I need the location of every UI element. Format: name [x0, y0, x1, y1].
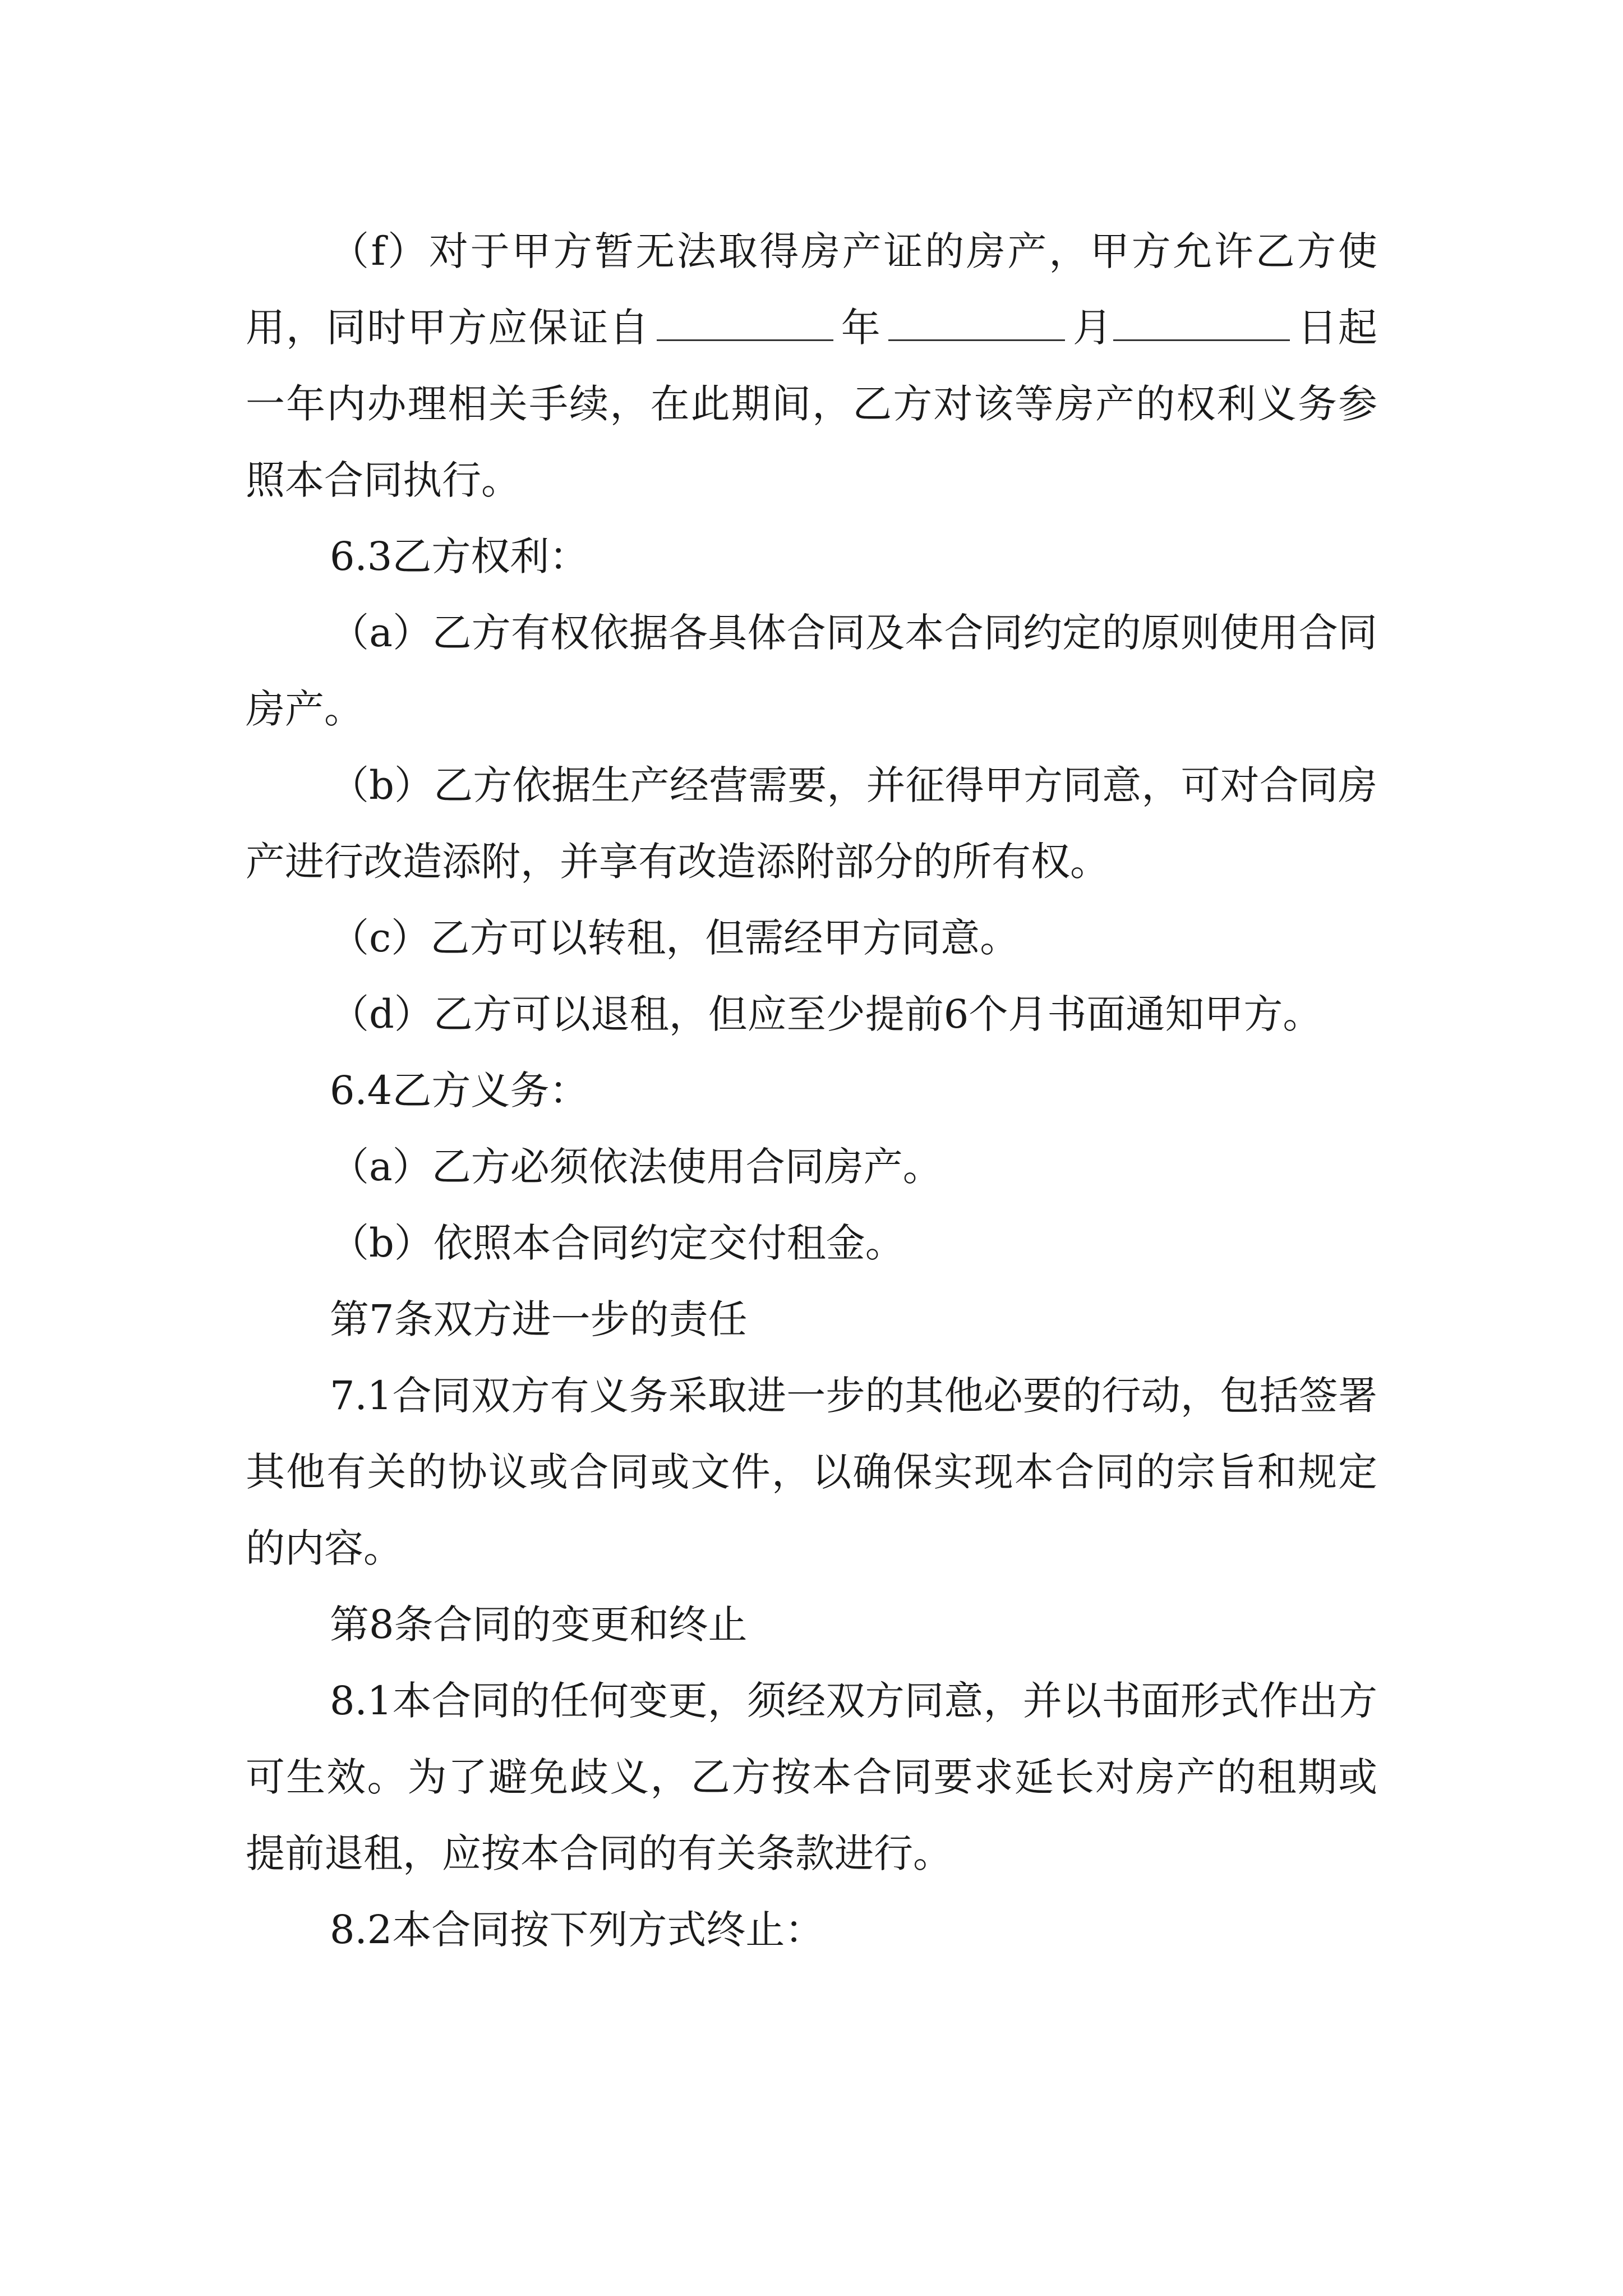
paragraph-6-3-a: （a）乙方有权依据各具体合同及本合同约定的原则使用合同房产。 [246, 610, 1377, 732]
label-month: 月 [1071, 305, 1113, 351]
paragraph-6-3-c: （c）乙方可以转租，但需经甲方同意。 [330, 915, 1020, 961]
paragraph-8-1: 8.1本合同的任何变更，须经双方同意，并以书面形式作出方可生效。为了避免歧义，乙方按本合同要求延长对房产的租期或提前退租，应按本合同的有关条款进行。 [246, 1678, 1377, 1876]
paragraph-6-3: 6.3乙方权利： [330, 533, 589, 579]
heading-article-7: 第7条双方进一步的责任 [330, 1296, 748, 1342]
paragraph-6-3-b: （b）乙方依据生产经营需要，并征得甲方同意，可对合同房产进行改造添附，并享有改造添附部分的所有权。 [246, 762, 1377, 885]
blank-year [657, 306, 833, 341]
label-year: 年 [840, 305, 882, 351]
clause-f-text-2: 日起一年内办理相关手续，在此期间，乙方对该等房产的权利义务参照本合同执行。 [246, 305, 1377, 503]
paragraph-7-1: 7.1合同双方有义务采取进一步的其他必要的行动，包括签署其他有关的协议或合同或文件，以确保实现本合同的宗旨和规定的内容。 [246, 1373, 1377, 1571]
document-page [246, 213, 1377, 1968]
clause-f-text-1: （f）对于甲方暂无法取得房产证的房产，甲方允许乙方使用，同时甲方应保证自 [246, 228, 1377, 351]
paragraph-6-4: 6.4乙方义务： [330, 1068, 589, 1114]
paragraph-6-4-b: （b）依照本合同约定交付租金。 [330, 1220, 905, 1266]
blank-month [888, 306, 1065, 341]
paragraph-clause-f [246, 213, 1377, 518]
paragraph-6-3-d: （d）乙方可以退租，但应至少提前6个月书面通知甲方。 [330, 991, 1322, 1037]
heading-article-8: 第8条合同的变更和终止 [330, 1602, 748, 1648]
blank-day [1113, 306, 1290, 341]
paragraph-6-4-a: （a）乙方必须依法使用合同房产。 [330, 1144, 942, 1190]
paragraph-8-2: 8.2本合同按下列方式终止： [330, 1907, 824, 1953]
